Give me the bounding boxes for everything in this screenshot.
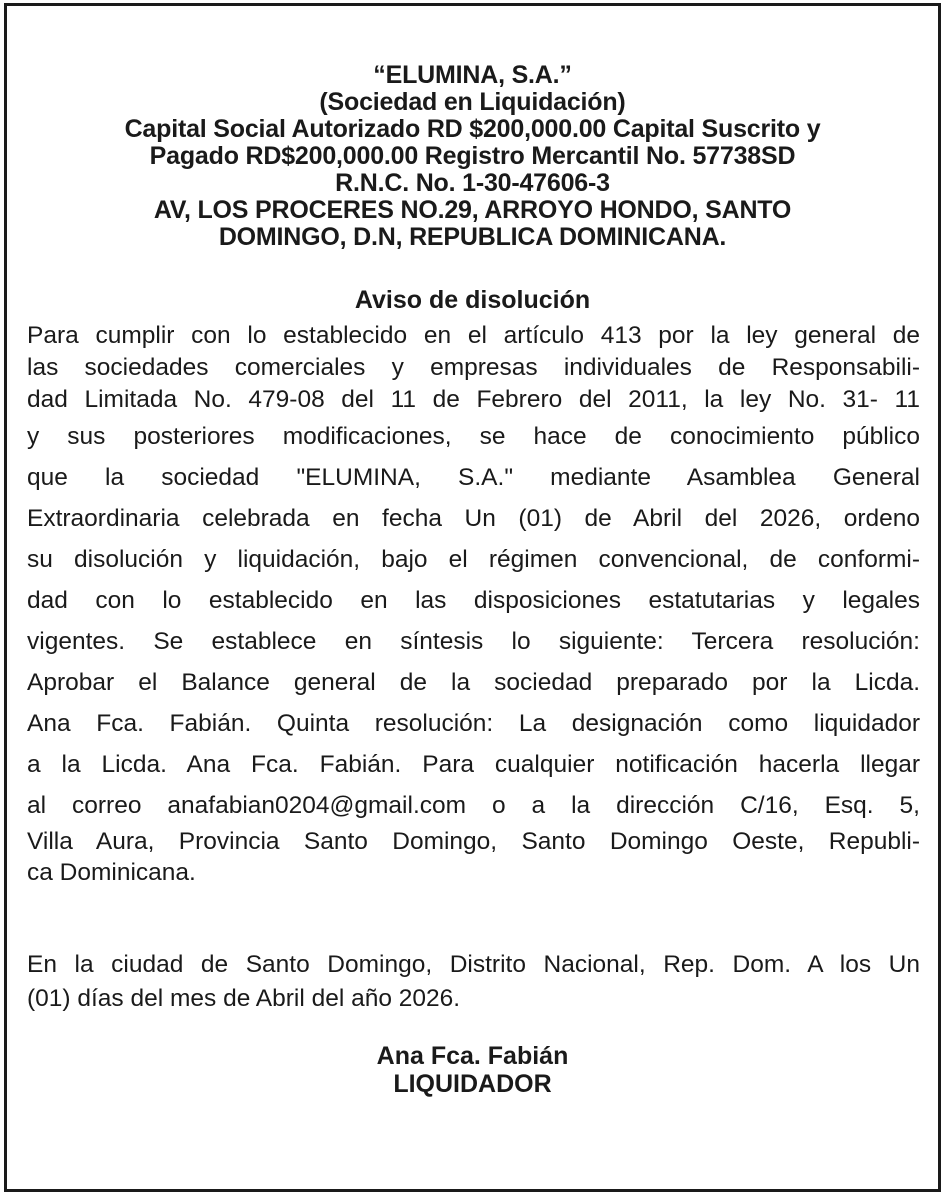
body-line: vigentes. Se establece en síntesis lo siguiente: Tercera resolución: xyxy=(27,628,920,655)
signatory-name: Ana Fca. Fabián xyxy=(376,1042,569,1070)
capital-line-2: Pagado RD$200,000.00 Registro Mercantil No. 57738SD xyxy=(149,142,796,170)
body-line: al correo anafabian0204@gmail.com o a la dirección C/16, Esq. 5, xyxy=(27,792,920,819)
closing-line: (01) días del mes de Abril del año 2026. xyxy=(27,985,461,1012)
body-line: ca Dominicana. xyxy=(27,859,196,886)
notice-body xyxy=(27,320,920,888)
body-line: Villa Aura, Provincia Santo Domingo, Santo Domingo Oeste, Republi- xyxy=(27,828,920,855)
signature-block xyxy=(7,1042,938,1098)
company-header xyxy=(7,62,938,251)
company-name: “ELUMINA, S.A.” xyxy=(373,61,572,89)
address-line-2: DOMINGO, D.N, REPUBLICA DOMINICANA. xyxy=(218,223,727,251)
closing-paragraph xyxy=(27,948,920,1016)
signatory-role: LIQUIDADOR xyxy=(393,1070,552,1098)
body-line: dad con lo establecido en las disposiciones estatutarias y legales xyxy=(27,587,920,614)
body-line: dad Limitada No. 479-08 del 11 de Febrero del 2011, la ley No. 31- 11 xyxy=(27,386,920,413)
body-line: su disolución y liquidación, bajo el régimen convencional, de conformi- xyxy=(27,546,920,573)
capital-line-1: Capital Social Autorizado RD $200,000.00 Capital Suscrito y xyxy=(124,115,821,143)
body-line: las sociedades comerciales y empresas individuales de Responsabili- xyxy=(27,354,920,381)
body-line: a la Licda. Ana Fca. Fabián. Para cualquier notificación hacerla llegar xyxy=(27,751,920,778)
body-line: Para cumplir con lo establecido en el artículo 413 por la ley general de xyxy=(27,322,920,349)
company-status: (Sociedad en Liquidación) xyxy=(319,88,626,116)
rnc-number: R.N.C. No. 1-30-47606-3 xyxy=(335,169,610,197)
body-line: y sus posteriores modificaciones, se hace de conocimiento público xyxy=(27,423,920,450)
body-line: Ana Fca. Fabián. Quinta resolución: La designación como liquidador xyxy=(27,710,920,737)
address-line-1: AV, LOS PROCERES NO.29, ARROYO HONDO, SANTO xyxy=(153,196,792,224)
body-line: que la sociedad "ELUMINA, S.A." mediante Asamblea General xyxy=(27,464,920,491)
closing-line: En la ciudad de Santo Domingo, Distrito Nacional, Rep. Dom. A los Un xyxy=(27,951,920,978)
body-line: Extraordinaria celebrada en fecha Un (01) de Abril del 2026, ordeno xyxy=(27,505,920,532)
body-line: Aprobar el Balance general de la sociedad preparado por la Licda. xyxy=(27,669,920,696)
notice-title: Aviso de disolución xyxy=(354,286,591,314)
legal-notice-frame xyxy=(4,3,941,1192)
